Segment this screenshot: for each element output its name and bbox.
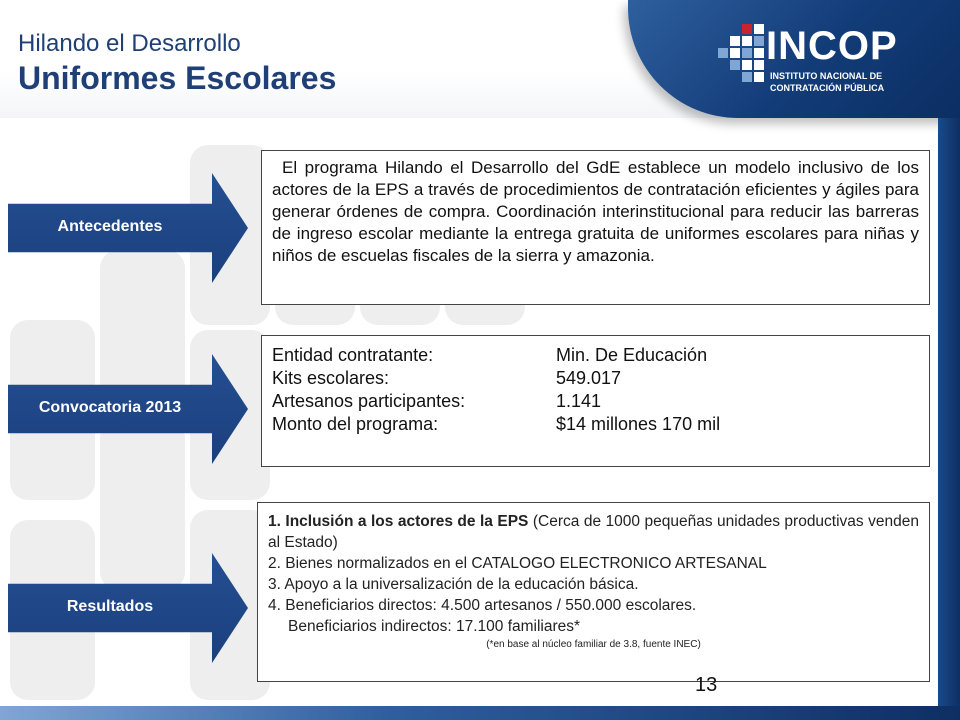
logo-tagline	[770, 70, 930, 94]
resultados-label: Resultados	[66, 598, 154, 615]
kv-key: Kits escolares:	[272, 368, 390, 388]
logo-name: INCOP	[766, 24, 898, 68]
kv-value: 549.017	[556, 368, 622, 388]
antecedentes-box	[261, 150, 930, 305]
kv-key: Entidad contratante:	[272, 345, 434, 365]
kv-key: Artesanos participantes:	[272, 391, 466, 411]
result-item-1-heading: 1. Inclusión a los actores de la EPS	[268, 513, 533, 530]
kv-row	[272, 390, 919, 413]
right-edge-bar	[938, 118, 960, 718]
page-number: 13	[695, 674, 718, 696]
result-item-4b: Beneficiarios indirectos: 17.100 familiares*	[288, 618, 581, 635]
results-footnote: (*en base al núcleo familiar de 3.8, fuente INEC)	[486, 639, 701, 650]
kv-value: $14 millones 170 mil	[556, 414, 721, 434]
kv-row	[272, 344, 919, 367]
convocatoria-label: Convocatoria 2013	[38, 399, 182, 416]
antecedentes-text: El programa Hilando el Desarrollo del GdE establece un modelo inclusivo de los actores de la EPS a través de procedimientos de contratación eficientes y ágiles para generar órdenes de compra. Coordinación interinstitucional para reducir las barreras de ingreso escolar mediante la entrega gratuita de uniformes escolares para niñas y niños de escuelas fiscales de la sierra y amazonia.	[272, 158, 919, 265]
result-item-4: 4. Beneficiarios directos: 4.500 artesanos / 550.000 escolares.	[268, 597, 697, 614]
bottom-bar	[0, 706, 960, 720]
logo-tagline-line: CONTRATACIÓN PÚBLICA	[770, 83, 885, 93]
slide-title: Uniformes Escolares	[18, 60, 337, 96]
result-item-2: 2. Bienes normalizados en el CATALOGO ELECTRONICO ARTESANAL	[268, 555, 767, 572]
kv-value: Min. De Educación	[556, 345, 708, 365]
result-item-1	[268, 511, 919, 553]
decor-block	[100, 420, 185, 590]
kv-value: 1.141	[556, 391, 602, 411]
result-item-1-detail: (Cerca de 1000 pequeñas unidades productivas venden al Estado)	[268, 513, 919, 551]
incop-logo-mark	[712, 24, 764, 86]
resultados-box	[257, 502, 930, 682]
convocatoria-box	[261, 335, 930, 467]
kv-row	[272, 413, 919, 436]
slide-subtitle: Hilando el Desarrollo	[18, 30, 241, 57]
kv-row	[272, 367, 919, 390]
antecedentes-label: Antecedentes	[57, 218, 163, 235]
logo-tagline-line: INSTITUTO NACIONAL DE	[770, 71, 883, 81]
kv-key: Monto del programa:	[272, 414, 439, 434]
result-item-3: 3. Apoyo a la universalización de la educación básica.	[268, 576, 639, 593]
